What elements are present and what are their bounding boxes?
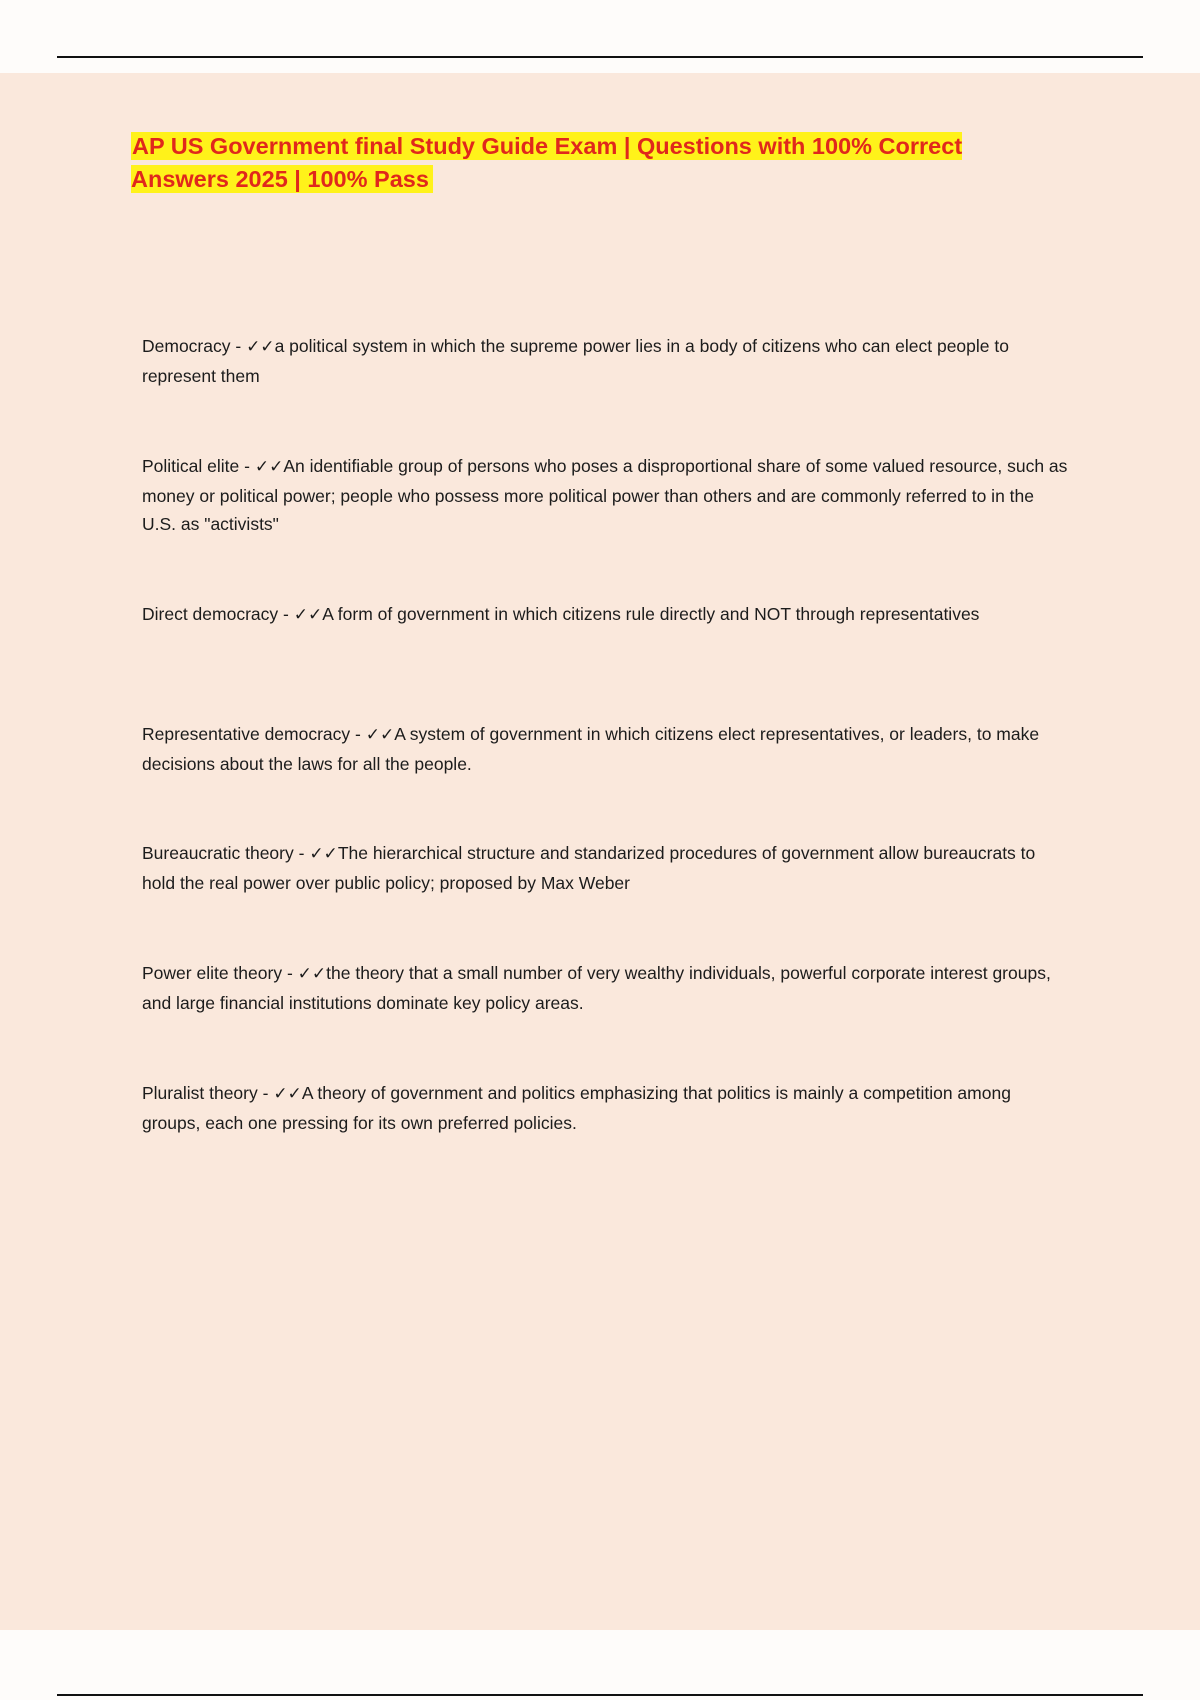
document-title-highlight: AP US Government final Study Guide Exam | Questions with 100% Correct Answers 2025 | 100% Pass (131, 133, 963, 192)
double-check-icon: ✓✓ (297, 964, 327, 984)
double-check-icon: ✓✓ (365, 725, 395, 745)
definition-entry (142, 839, 1072, 897)
double-check-icon: ✓✓ (246, 337, 275, 357)
entry-term: Political elite (142, 456, 240, 476)
entry-definition: A theory of government and politics emphasizing that politics is mainly a competition among groups, each one pressing for its own preferred policies. (142, 1083, 1011, 1133)
entry-definition: An identifiable group of persons who poses a disproportional share of some valued resource, such as money or political power; people who possess more political power than others and are commonly referred to in the U.S. as "activists" (142, 456, 1068, 534)
document-title (131, 130, 1031, 196)
entry-separator: - (293, 843, 310, 863)
entry-separator: - (282, 963, 298, 983)
entry-separator: - (350, 724, 366, 744)
entry-separator: - (230, 336, 247, 356)
definition-entry (142, 332, 1072, 390)
double-check-icon: ✓✓ (273, 1084, 302, 1104)
entry-separator: - (257, 1083, 274, 1103)
entry-definition: A form of government in which citizens rule directly and NOT through representatives (322, 604, 980, 624)
entry-term: Bureaucratic theory (142, 843, 294, 863)
entry-term: Democracy (142, 336, 231, 356)
definition-entry (142, 959, 1072, 1017)
entry-term: Pluralist theory (142, 1083, 258, 1103)
entry-separator: - (278, 604, 294, 624)
double-check-icon: ✓✓ (254, 457, 284, 477)
entry-definition: A system of government in which citizens elect representatives, or leaders, to make decisions about the laws for all the people. (142, 724, 1040, 774)
entry-definition: a political system in which the supreme power lies in a body of citizens who can elect people to represent them (142, 336, 1009, 386)
definition-entry (142, 720, 1072, 778)
entry-term: Power elite theory (142, 963, 283, 983)
definition-entry (142, 1079, 1072, 1137)
entry-term: Representative democracy (142, 724, 351, 744)
definition-entry (142, 452, 1072, 539)
header-rule (57, 56, 1143, 58)
entry-definition: The hierarchical structure and standarized procedures of government allow bureaucrats to hold the real power over public policy; proposed by Max Weber (142, 843, 1036, 893)
entry-term: Direct democracy (142, 604, 279, 624)
footer-rule (57, 1694, 1143, 1696)
double-check-icon: ✓✓ (293, 605, 323, 625)
entry-separator: - (239, 456, 255, 476)
entry-definition: the theory that a small number of very wealthy individuals, powerful corporate interest groups, and large financial institutions dominate key policy areas. (142, 963, 1051, 1013)
double-check-icon: ✓✓ (309, 844, 338, 864)
definition-entry (142, 600, 1072, 630)
